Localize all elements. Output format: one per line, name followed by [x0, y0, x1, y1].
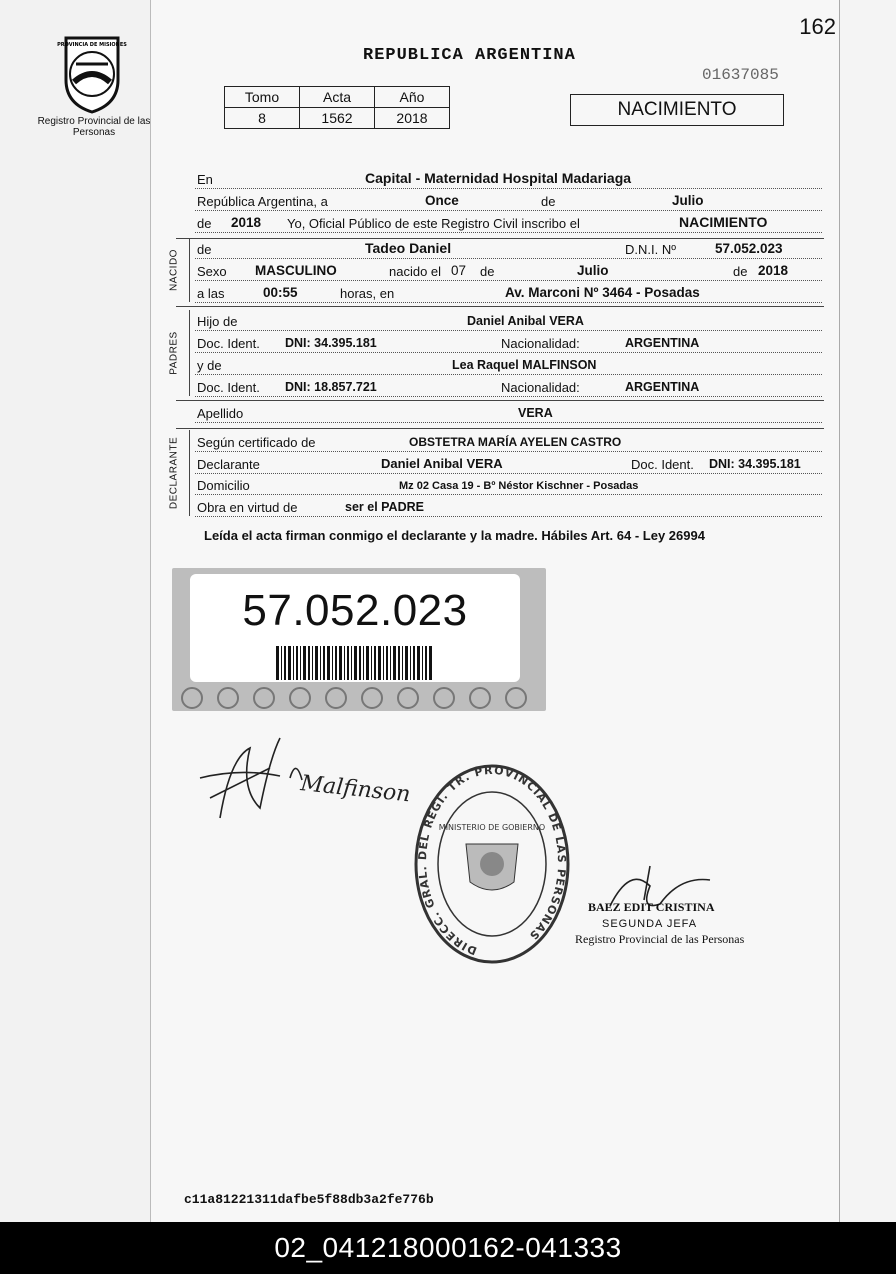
label-a-las: a las [197, 286, 225, 301]
row-republica [195, 192, 822, 211]
value-father: Daniel Anibal VERA [467, 314, 584, 328]
value-birth-month: Julio [577, 263, 609, 278]
value-hour: 00:55 [263, 285, 298, 300]
label-nac-de1: de [480, 264, 495, 279]
label-certificado: Según certificado de [197, 435, 316, 450]
row-apellido [195, 404, 822, 423]
value-anio: 2018 [375, 108, 450, 129]
value-father-doc: DNI: 34.395.181 [285, 336, 377, 350]
row-declarante [195, 455, 822, 474]
value-birth-day: 07 [451, 263, 467, 278]
label-domicilio: Domicilio [197, 478, 250, 493]
page-margin [0, 0, 150, 1222]
value-certificate: OBSTETRA MARÍA AYELEN CASTRO [409, 435, 622, 449]
label-doc-ident: Doc. Ident. [197, 336, 260, 351]
value-address: Mz 02 Casa 19 - Bº Néstor Kischner - Posadas [399, 480, 639, 492]
record-table [224, 86, 450, 129]
seal-inner-text: MINISTERIO DE GOBIERNO [438, 823, 546, 832]
row-padre [195, 312, 822, 331]
header-acta: Acta [300, 87, 375, 108]
row-madre [195, 356, 822, 375]
row-inscribo [195, 214, 822, 233]
serial-number: 01637085 [702, 66, 779, 84]
label-en: En [197, 172, 213, 187]
label-dni: D.N.I. Nº [625, 242, 676, 257]
dni-label-block [172, 568, 546, 711]
divider [176, 428, 824, 429]
label-decl-doc: Doc. Ident. [631, 457, 694, 472]
label-de: de [197, 242, 212, 257]
value-obra: ser el PADRE [345, 500, 424, 514]
record-type-box: NACIMIENTO [570, 94, 784, 126]
header-tomo: Tomo [225, 87, 300, 108]
security-pattern-icon [172, 684, 546, 711]
row-obra [195, 498, 822, 517]
official-org: Registro Provincial de las Personas [575, 932, 745, 946]
official-name: BAEZ EDIT CRISTINA [588, 900, 715, 914]
value-name: Tadeo Daniel [365, 240, 452, 256]
value-mother-nationality: ARGENTINA [625, 380, 700, 394]
row-padre-doc [195, 334, 822, 353]
header-anio: Año [375, 87, 450, 108]
value-father-nationality: ARGENTINA [625, 336, 700, 350]
value-acta: 1562 [300, 108, 375, 129]
signature-declarant [190, 718, 420, 828]
value-dni: 57.052.023 [715, 241, 783, 256]
row-en [195, 170, 822, 189]
label-nacionalidad: Nacionalidad: [501, 336, 580, 351]
section-declarante: DECLARANTE [159, 430, 190, 516]
barcode-icon [276, 646, 436, 680]
label-apellido: Apellido [197, 406, 244, 421]
label-nacido-el: nacido el [389, 264, 442, 279]
page-number: 162 [799, 14, 836, 39]
legal-note: Leída el acta firman conmigo el declarante y la madre. Hábiles Art. 64 - Ley 26994 [204, 528, 705, 543]
label-republica: República Argentina, a [197, 194, 328, 209]
dni-label-number: 57.052.023 [242, 586, 468, 635]
value-mother-doc: DNI: 18.857.721 [285, 380, 377, 394]
value-birth-year: 2018 [758, 263, 789, 278]
divider [176, 400, 824, 401]
value-declarant: Daniel Anibal VERA [381, 456, 503, 471]
row-domicilio [195, 476, 822, 495]
label-nac-de2: de [733, 264, 748, 279]
official-seal-icon [412, 764, 572, 968]
value-place: Capital - Maternidad Hospital Madariaga [365, 170, 632, 186]
value-year: 2018 [231, 215, 262, 230]
row-madre-doc [195, 378, 822, 397]
signature-text: Malfinson [299, 771, 412, 808]
divider [176, 238, 824, 239]
label-y-de: y de [197, 358, 222, 373]
row-nombre [195, 240, 822, 259]
value-surname: VERA [518, 406, 553, 420]
row-certificado [195, 433, 822, 452]
document-hash: c11a81221311dafbe5f88db3a2fe776b [184, 1192, 434, 1207]
row-sexo [195, 262, 822, 281]
value-tomo: 8 [225, 108, 300, 129]
label-doc-ident: Doc. Ident. [197, 380, 260, 395]
logo-top-text: PROVINCIA DE MISIONES [57, 42, 127, 48]
label-declarante: Declarante [197, 457, 260, 472]
label-de1: de [541, 194, 556, 209]
label-nacionalidad: Nacionalidad: [501, 380, 580, 395]
value-sex: MASCULINO [255, 263, 337, 278]
value-month: Julio [672, 193, 704, 208]
label-obra: Obra en virtud de [197, 500, 298, 515]
row-hora [195, 284, 822, 303]
label-inscribo: Yo, Oficial Público de este Registro Civil inscribo el [287, 216, 580, 231]
divider [176, 306, 824, 307]
label-hijo-de: Hijo de [197, 314, 238, 329]
official-role: SEGUNDA JEFA [602, 918, 698, 930]
value-day: Once [425, 193, 459, 208]
value-declarant-doc: DNI: 34.395.181 [709, 457, 801, 471]
footer-code: 02_041218000162-041333 [0, 1222, 896, 1274]
logo-label: Registro Provincial de las Personas [37, 116, 151, 138]
document-title: REPUBLICA ARGENTINA [363, 46, 576, 65]
label-de2: de [197, 216, 212, 231]
label-horas-en: horas, en [340, 286, 395, 301]
province-logo-icon [56, 30, 128, 114]
seal-outer-text: DIRECC. GRAL. DEL REGI. TR. PROVINCIAL DE LAS PERSONAS [415, 764, 569, 958]
value-inscribo: NACIMIENTO [679, 214, 768, 230]
section-nacido: NACIDO [159, 238, 190, 302]
value-mother: Lea Raquel MALFINSON [452, 358, 597, 372]
dni-label-inner [190, 574, 520, 682]
section-padres: PADRES [159, 310, 190, 396]
label-sexo: Sexo [197, 264, 227, 279]
value-birth-place: Av. Marconi Nº 3464 - Posadas [505, 285, 700, 300]
